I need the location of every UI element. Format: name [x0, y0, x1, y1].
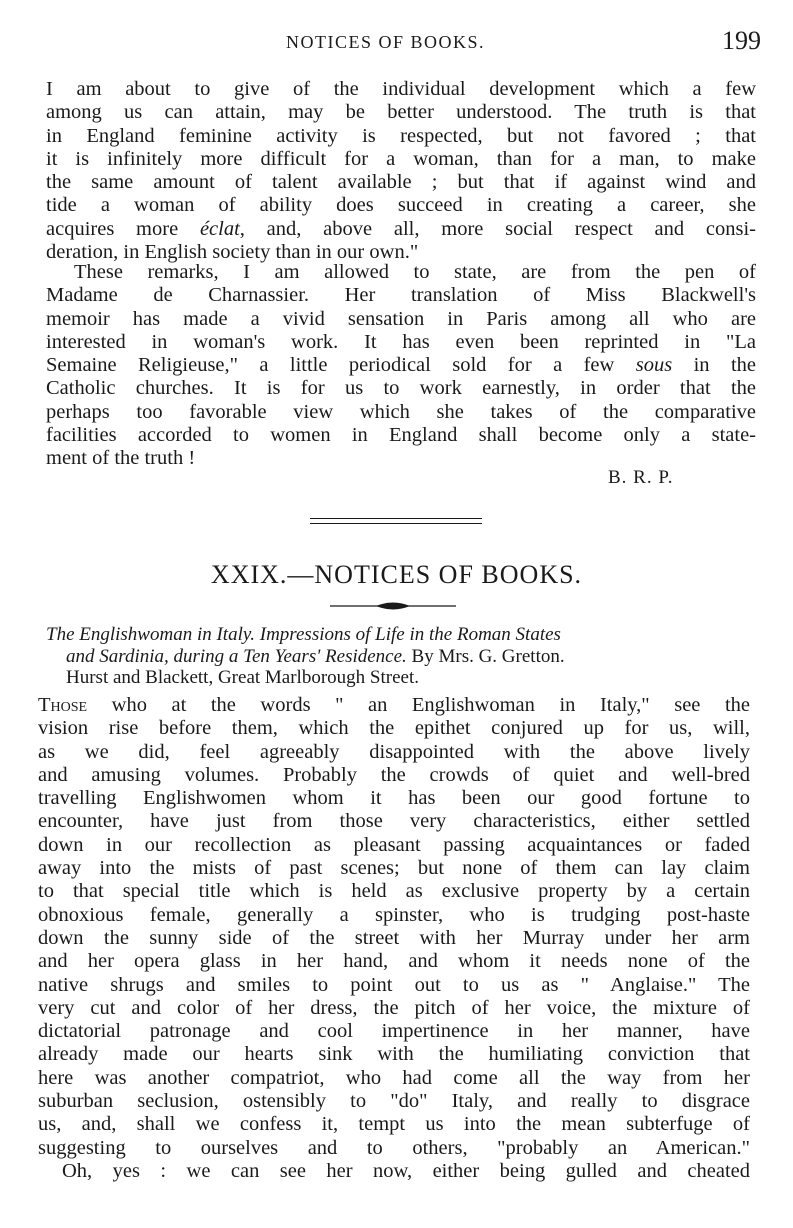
- text-line: [46, 354, 756, 377]
- text-segment: , and, above all, more social respect and consi-: [239, 217, 757, 240]
- text-line: to that special title which is held as exclusive property by a certain: [38, 880, 750, 903]
- text-line: down in our recollection as pleasant passing acquaintances or faded: [38, 833, 750, 856]
- text-line: interested in woman's work. It has even been reprinted in "La: [46, 330, 756, 353]
- text-segment: Semaine Religieuse," a little periodical sold for a few: [46, 354, 636, 377]
- book-subtitle: and Sardinia, during a Ten Years' Residence.: [66, 645, 407, 667]
- citation-title-line: [46, 624, 758, 646]
- running-head: [0, 26, 793, 56]
- text-line: suggesting to ourselves and to others, "probably an American.": [38, 1136, 750, 1159]
- text-line: down the sunny side of the street with her Murray under her arm: [38, 926, 750, 949]
- italic-word: éclat: [199, 217, 240, 240]
- text-line: it is infinitely more difficult for a woman, than for a man, to make: [46, 147, 756, 170]
- book-author: By Mrs. G. Gretton.: [406, 645, 565, 667]
- text-line: very cut and color of her dress, the pitch of her voice, the mixture of: [38, 996, 750, 1019]
- running-title: NOTICES OF BOOKS.: [286, 32, 486, 52]
- text-segment: acquires more: [46, 217, 200, 240]
- text-line: Oh, yes : we can see her now, either being gulled and cheated: [62, 1159, 750, 1182]
- opening-word: Those: [38, 694, 88, 716]
- page-number: 199: [722, 26, 761, 55]
- text-line: as we did, feel agreeably disappointed with the above lively: [38, 740, 750, 763]
- book-publisher: Hurst and Blackett, Great Marlborough Street.: [66, 667, 419, 688]
- text-line: already made our hearts sink with the humiliating conviction that: [38, 1043, 750, 1066]
- section-divider: [310, 518, 482, 524]
- text-line: the same amount of talent available ; but that if against wind and: [46, 171, 756, 194]
- remarks-paragraph: [46, 261, 756, 471]
- continuation-paragraph: [46, 78, 756, 264]
- section-heading: XXIX.—NOTICES OF BOOKS.: [210, 560, 583, 589]
- text-line: These remarks, I am allowed to state, are from the pen of: [74, 261, 756, 283]
- text-line: tide a woman of ability does succeed in creating a career, she: [46, 194, 756, 217]
- ornament-divider: [330, 600, 456, 612]
- book-citation: [46, 624, 758, 689]
- text-line: [38, 694, 750, 717]
- text-line: here was another compatriot, who had come all the way from her: [38, 1066, 750, 1089]
- text-line: dictatorial patronage and cool impertinence in her manner, have: [38, 1020, 750, 1043]
- text-line: suburban seclusion, ostensibly to "do" Italy, and really to disgrace: [38, 1090, 750, 1113]
- italic-word: sous: [635, 354, 673, 377]
- text-line: vision rise before them, which the epithet conjured up for us, will,: [38, 717, 750, 740]
- text-line: deration, in English society than in our own.": [46, 241, 419, 264]
- text-line: Catholic churches. It is for us to work earnestly, in order that the: [46, 377, 756, 400]
- text-line: memoir has made a vivid sensation in Paris among all who are: [46, 307, 756, 330]
- text-line: in England feminine activity is respected, but not favored ; that: [46, 124, 756, 147]
- text-line: native shrugs and smiles to point out to us as " Anglaise." The: [38, 973, 750, 996]
- text-line: ment of the truth !: [46, 447, 196, 470]
- review-paragraph: [38, 694, 750, 1183]
- text-line: travelling Englishwomen whom it has been our good fortune to: [38, 787, 750, 810]
- text-line: encounter, have just from those very characteristics, either settled: [38, 810, 750, 833]
- author-signature: B. R. P.: [608, 467, 674, 488]
- book-title: The Englishwoman in Italy. Impressions of Life in the Roman States: [46, 624, 561, 645]
- text-line: away into the mists of past scenes; but none of them can lay claim: [38, 857, 750, 880]
- text-segment: in the: [672, 354, 756, 377]
- text-line: Madame de Charnassier. Her translation of Miss Blackwell's: [46, 284, 756, 307]
- text-segment: who at the words " an Englishwoman in Italy," see the: [87, 694, 750, 716]
- text-line: and amusing volumes. Probably the crowds of quiet and well-bred: [38, 763, 750, 786]
- text-line: obnoxious female, generally a spinster, who is trudging post-haste: [38, 903, 750, 926]
- text-line: among us can attain, may be better understood. The truth is that: [46, 101, 756, 124]
- text-line: [46, 218, 756, 241]
- citation-title-line: [46, 646, 758, 668]
- text-line: and her opera glass in her hand, and whom it needs none of the: [38, 950, 750, 973]
- text-line: us, and, shall we confess it, tempt us into the mean subterfuge of: [38, 1113, 750, 1136]
- text-line: perhaps too favorable view which she takes of the comparative: [46, 400, 756, 423]
- text-line: I am about to give of the individual development which a few: [46, 78, 756, 100]
- text-line: facilities accorded to women in England shall become only a state-: [46, 424, 756, 447]
